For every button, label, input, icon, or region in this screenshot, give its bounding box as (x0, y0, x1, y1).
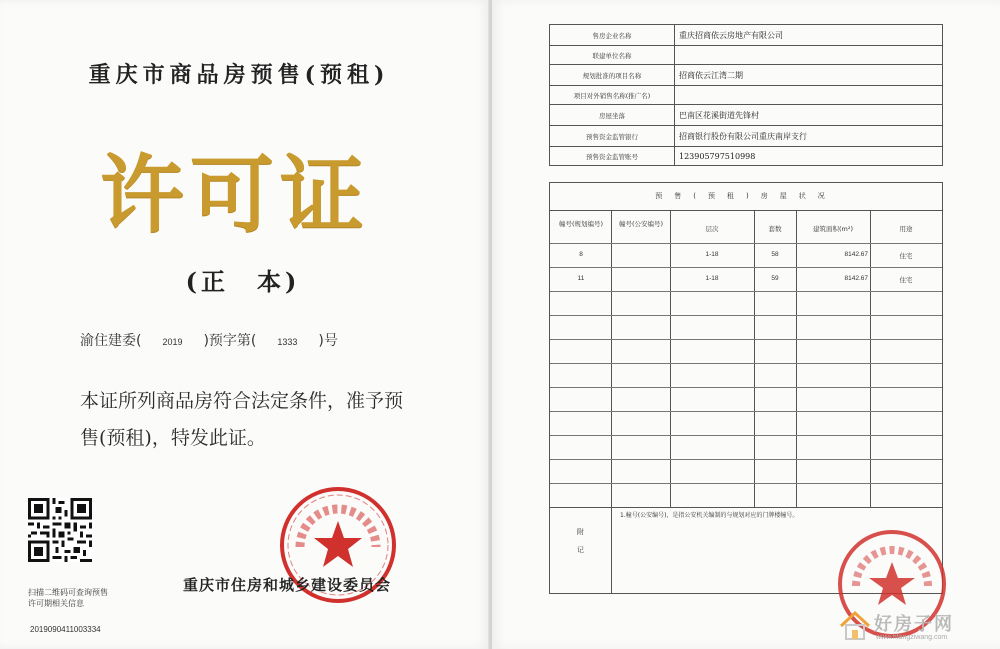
field-label: 预售资金监管银行 (550, 126, 675, 147)
row-divider (550, 339, 942, 340)
qr-code-icon[interactable] (28, 498, 92, 562)
certificate-title: 许可证 (99, 145, 370, 244)
field-value: 重庆招商依云房地产有限公司 (675, 25, 943, 46)
column-header: 层次 (705, 225, 719, 233)
row-divider (550, 459, 942, 460)
table-cell: 1-18 (705, 275, 719, 282)
field-label: 规划批准的项目名称 (550, 65, 675, 86)
row-divider (550, 363, 942, 364)
table-cell: 58 (771, 251, 779, 258)
certificate-copy-type: (正 本) (185, 267, 301, 296)
permit-year: 2019 (162, 337, 183, 347)
field-value: 123905797510998 (675, 147, 943, 166)
table-row (550, 86, 943, 105)
row-divider (550, 435, 942, 436)
table-row (550, 25, 943, 46)
permit-number: 1333 (277, 337, 298, 347)
site-watermark (836, 608, 996, 646)
watermark-url: www.hfangziwang.com (876, 634, 948, 641)
column-divider (611, 507, 612, 593)
column-header: 幢号(规划编号) (558, 220, 604, 228)
table-cell: 住宅 (899, 277, 913, 284)
row-divider (550, 315, 942, 316)
remarks-note: 1.幢号(公安编号)，是指公安机关编制的与规划对应的门牌楼幢号。 (620, 512, 799, 519)
row-divider (550, 291, 942, 292)
table-cell: 1-18 (705, 251, 719, 258)
row-divider (550, 267, 942, 268)
field-value (675, 86, 943, 105)
table-cell: 8 (579, 251, 583, 258)
table-row (550, 65, 943, 86)
column-header: 幢号(公安编号) (618, 220, 664, 228)
field-value: 招商银行股份有限公司重庆南岸支行 (675, 126, 943, 147)
table-cell: 8142.67 (844, 275, 868, 282)
qr-caption: 扫描二维码可查询预售许可期相关信息 (28, 588, 108, 608)
field-label: 房屋坐落 (550, 105, 675, 126)
row-divider (550, 507, 942, 508)
row-divider (550, 483, 942, 484)
table-row (550, 46, 943, 65)
certificate-statement: 本证所列商品房符合法定条件，准予预售(预租)，特发此证。 (80, 390, 404, 449)
field-label: 售房企业名称 (550, 25, 675, 46)
column-header: 建筑面积(m²) (812, 225, 853, 233)
number-mid: )预字第( (203, 333, 257, 349)
serial-number: 2019090411003334 (30, 625, 101, 634)
row-divider (550, 411, 942, 412)
row-divider (550, 243, 942, 244)
certificate-number-line (80, 330, 338, 350)
field-value: 巴南区花溪街道先锋村 (675, 105, 943, 126)
row-divider (550, 387, 942, 388)
table-row (550, 126, 943, 147)
table-cell: 11 (577, 275, 585, 282)
column-header: 套数 (768, 225, 782, 233)
field-label: 预售资金监管账号 (550, 147, 675, 166)
remarks-label: 附记 (577, 528, 584, 554)
table-row (550, 147, 943, 166)
table-row (550, 105, 943, 126)
column-divider (870, 210, 871, 508)
table-cell: 8142.67 (844, 251, 868, 258)
left-page (0, 0, 490, 649)
watermark-text: 好房子网 (874, 614, 954, 635)
sales-table-title: 预售(预租)房屋状况 (550, 183, 942, 211)
column-divider (670, 210, 671, 508)
column-divider (611, 210, 612, 508)
column-divider (754, 210, 755, 508)
house-logo-icon (838, 610, 872, 642)
field-value (675, 46, 943, 65)
field-value: 招商依云江湾二期 (675, 65, 943, 86)
field-label: 项目对外销售名称(推广名) (550, 86, 675, 105)
number-suffix: )号 (318, 333, 338, 349)
column-divider (796, 210, 797, 508)
column-header: 用途 (899, 225, 913, 233)
issuing-authority: 重庆市住房和城乡建设委员会 (183, 576, 392, 594)
table-cell: 住宅 (899, 253, 913, 260)
certificate-heading: 重庆市商品房预售(预租) (88, 62, 390, 88)
field-label: 联建单位名称 (550, 46, 675, 65)
number-prefix: 渝住建委( (80, 333, 142, 349)
table-cell: 59 (771, 275, 779, 282)
project-info-table (549, 24, 943, 166)
